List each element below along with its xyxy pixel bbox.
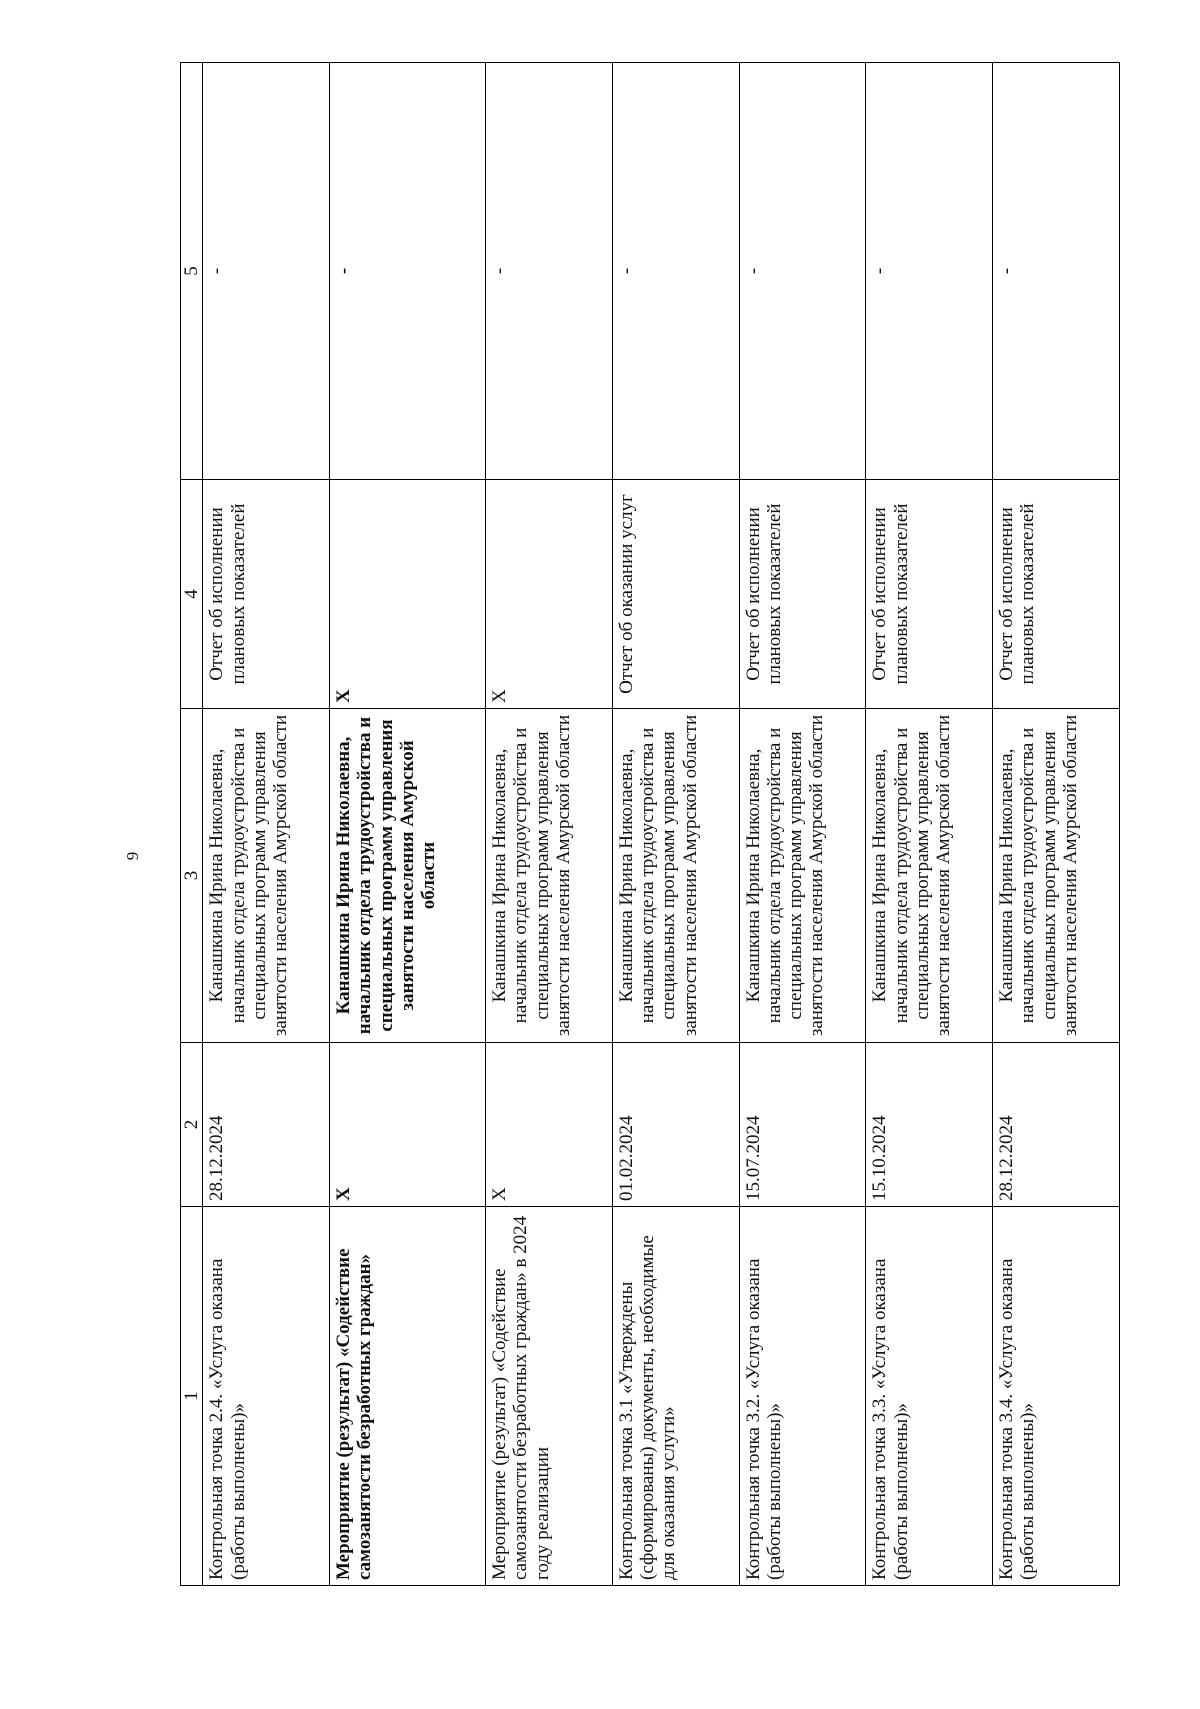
cell-event: Контрольная точка 3.2. «Услуга оказана (работы выполнены)» [739,1207,866,1586]
table-row [486,63,613,1586]
cell-info-system: - [203,63,330,480]
cell-responsible: Канашкина Ирина Николаевна, начальник отдела трудоустройства и специальных программ управления занятости населения Амурской области [739,709,866,1043]
cell-document: X [330,480,486,709]
cell-responsible: Канашкина Ирина Николаевна, начальник отдела трудоустройства и специальных программ управления занятости населения Амурской области [330,709,486,1043]
cell-document: Отчет об исполнении плановых показателей [203,480,330,709]
cell-date: 15.07.2024 [739,1043,866,1207]
cell-event: Контрольная точка 3.4. «Услуга оказана (работы выполнены)» [993,1207,1120,1586]
cell-event: Мероприятие (результат) «Содействие самозанятости безработных граждан» в 2024 году реализации [486,1207,613,1586]
table-row [612,63,739,1586]
header-col-1: 1 [181,1207,203,1586]
cell-document: Отчет об исполнении плановых показателей [866,480,993,709]
cell-event: Контрольная точка 3.3. «Услуга оказана (работы выполнены)» [866,1207,993,1586]
cell-date: 15.10.2024 [866,1043,993,1207]
cell-document: Отчет об исполнении плановых показателей [739,480,866,709]
header-row [181,63,203,1586]
cell-date: 28.12.2024 [203,1043,330,1207]
cell-responsible: Канашкина Ирина Николаевна, начальник отдела трудоустройства и специальных программ управления занятости населения Амурской области [993,709,1120,1043]
cell-info-system: - [739,63,866,480]
cell-responsible: Канашкина Ирина Николаевна, начальник отдела трудоустройства и специальных программ управления занятости населения Амурской области [486,709,613,1043]
cell-responsible: Канашкина Ирина Николаевна, начальник отдела трудоустройства и специальных программ управления занятости населения Амурской области [612,709,739,1043]
rotated-table-container [180,108,1120,1586]
cell-responsible: Канашкина Ирина Николаевна, начальник отдела трудоустройства и специальных программ управления занятости населения Амурской области [866,709,993,1043]
cell-responsible: Канашкина Ирина Николаевна, начальник отдела трудоустройства и специальных программ управления занятости населения Амурской области [203,709,330,1043]
table-row [203,63,330,1586]
table-row [993,63,1120,1586]
cell-event: Мероприятие (результат) «Содействие самозанятости безработных граждан» [330,1207,486,1586]
cell-date: X [486,1043,613,1207]
cell-date: 01.02.2024 [612,1043,739,1207]
plan-table [180,62,1120,1586]
header-col-5: 5 [181,63,203,480]
cell-event: Контрольная точка 3.1 «Утверждены (сформированы) документы, необходимые для оказания услуги» [612,1207,739,1586]
cell-document: Отчет об оказании услуг [612,480,739,709]
cell-info-system: - [866,63,993,480]
table-row [866,63,993,1586]
cell-info-system: - [993,63,1120,480]
cell-document: X [486,480,613,709]
cell-info-system: - [330,63,486,480]
cell-info-system: - [486,63,613,480]
header-col-3: 3 [181,709,203,1043]
cell-document: Отчет об исполнении плановых показателей [993,480,1120,709]
table-row [739,63,866,1586]
page-number: 9 [123,851,142,861]
cell-event: Контрольная точка 2.4. «Услуга оказана (работы выполнены)» [203,1207,330,1586]
cell-date: X [330,1043,486,1207]
header-col-4: 4 [181,480,203,709]
cell-info-system: - [612,63,739,480]
table-row [330,63,486,1586]
header-col-2: 2 [181,1043,203,1207]
cell-date: 28.12.2024 [993,1043,1120,1207]
